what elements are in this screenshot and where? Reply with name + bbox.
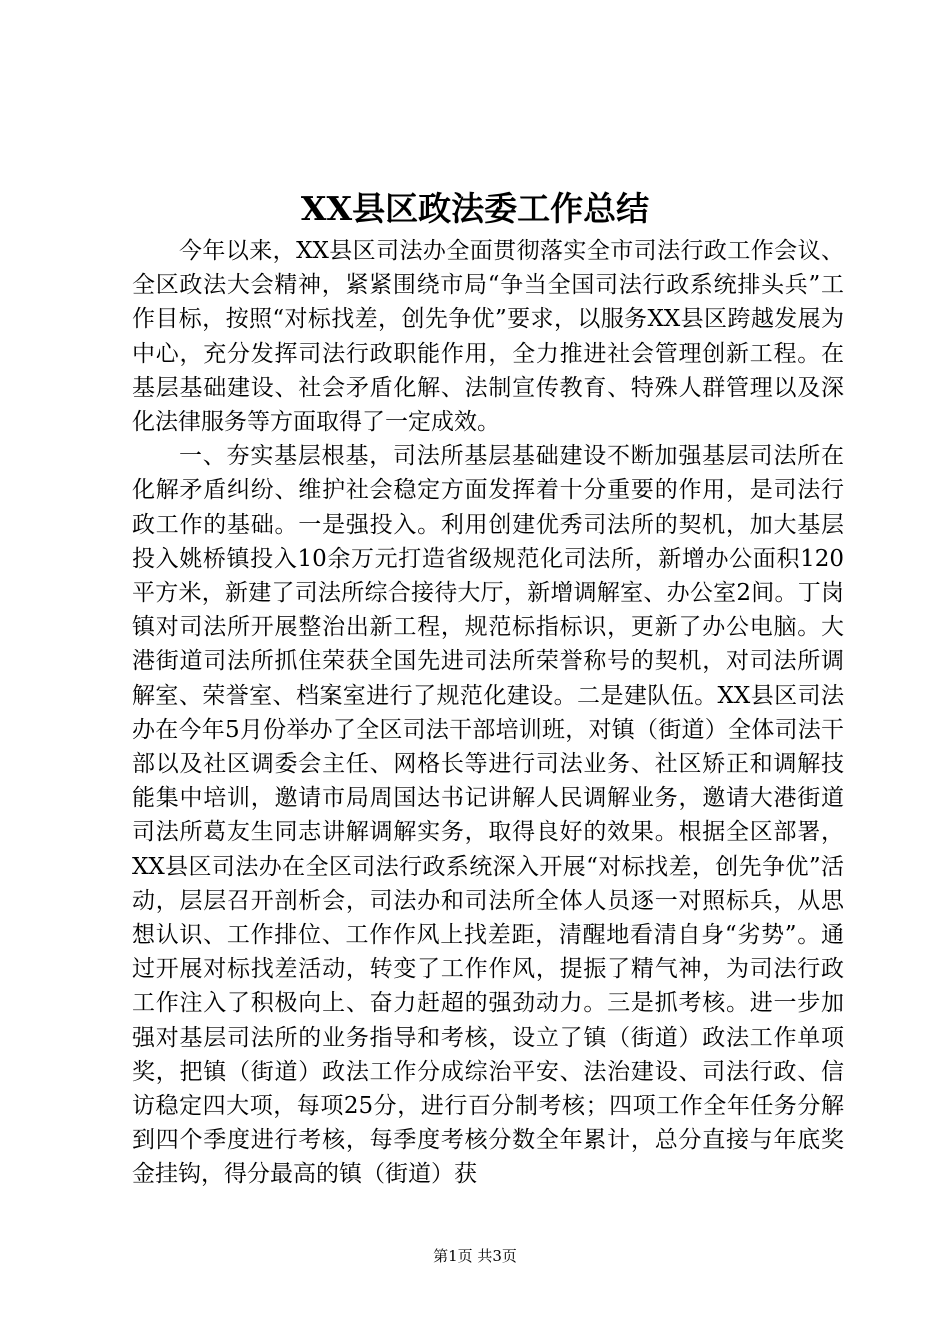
paragraph-section-one: 一、夯实基层根基，司法所基层基础建设不断加强基层司法所在化解矛盾纠纷、维护社会稳定方面发挥着十分重要的作用，是司法行政工作的基础。一是强投入。利用创建优秀司法所的契机，加大基层投入姚桥镇投入10余万元打造省级规范化司法所，新增办公面积120平方米，新建了司法所综合接待大厅，新增调解室、办公室2间。丁岗镇对司法所开展整治出新工程，规范标指标识，更新了办公电脑。大港街道司法所抓住荣获全国先进司法所荣誉称号的契机，对司法所调解室、荣誉室、档案室进行了规范化建设。二是建队伍。XX县区司法办在今年5月份举办了全区司法干部培训班，对镇（街道）全体司法干部以及社区调委会主任、网格长等进行司法业务、社区矫正和调解技能集中培训，邀请市局周国达书记讲解人民调解业务，邀请大港街道司法所葛友生同志讲解调解实务，取得良好的效果。根据全区部署，XX县区司法办在全区司法行政系统深入开展“对标找差，创先争优”活动，层层召开剖析会，司法办和司法所全体人员逐一对照标兵，从思想认识、工作排位、工作作风上找差距，清醒地看清自身“劣势”。通过开展对标找差活动，转变了工作作风，提振了精气神，为司法行政工作注入了积极向上、奋力赶超的强劲动力。三是抓考核。进一步加强对基层司法所的业务指导和考核，设立了镇（街道）政法工作单项奖，把镇（街道）政法工作分成综治平安、法治建设、司法行政、信访稳定四大项，每项25分，进行百分制考核；四项工作全年任务分解到四个季度进行考核，每季度考核分数全年累计，总分直接与年底奖金挂钩，得分最高的镇（街道）获 xyxy=(132,443,844,1188)
paragraph-intro: 今年以来，XX县区司法办全面贯彻落实全市司法行政工作会议、全区政法大会精神，紧紧围绕市局“争当全国司法行政系统排头兵”工作目标，按照“对标找差，创先争优”要求，以服务XX县区跨越发展为中心，充分发挥司法行政职能作用，全力推进社会管理创新工程。在基层基础建设、社会矛盾化解、法制宣传教育、特殊人群管理以及深化法律服务等方面取得了一定成效。 xyxy=(132,238,844,436)
document-body xyxy=(132,234,844,1192)
page-footer: 第1页 共3页 xyxy=(433,1247,517,1265)
document-title: XX县区政法委工作总结 xyxy=(300,189,650,228)
